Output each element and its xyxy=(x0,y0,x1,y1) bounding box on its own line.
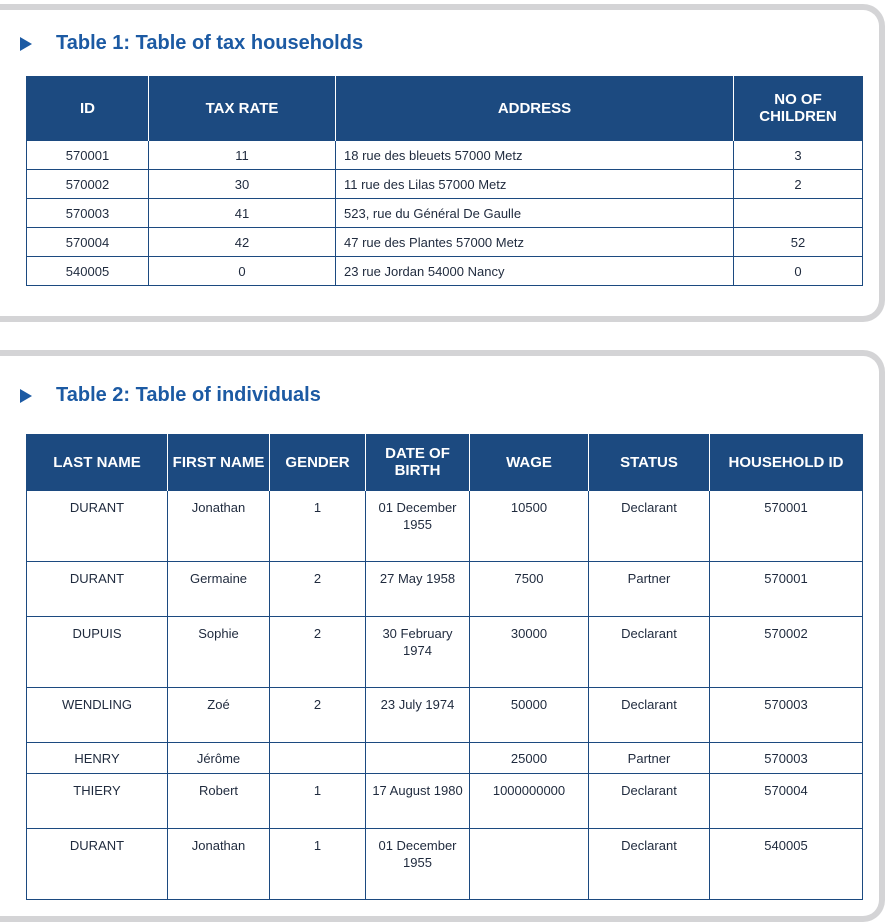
cell-tax-rate: 11 xyxy=(149,141,336,170)
cell-first-name: Jonathan xyxy=(168,491,270,562)
cell-date-of-birth xyxy=(366,743,470,774)
cell-status: Declarant xyxy=(589,829,710,900)
cell-wage: 10500 xyxy=(470,491,589,562)
cell-household-id: 570002 xyxy=(710,617,863,688)
cell-address: 47 rue des Plantes 57000 Metz xyxy=(336,228,734,257)
table-row xyxy=(27,743,863,774)
table-row xyxy=(27,688,863,743)
cell-gender: 2 xyxy=(270,562,366,617)
column-header-household-id: HOUSEHOLD ID xyxy=(710,434,863,491)
cell-first-name: Germaine xyxy=(168,562,270,617)
column-header-date-of-birth: DATE OF BIRTH xyxy=(366,434,470,491)
cell-date-of-birth: 30 February 1974 xyxy=(366,617,470,688)
table-header-row xyxy=(27,76,863,141)
cell-household-id: 570003 xyxy=(710,688,863,743)
cell-household-id: 570003 xyxy=(710,743,863,774)
cell-date-of-birth: 27 May 1958 xyxy=(366,562,470,617)
cell-status: Declarant xyxy=(589,491,710,562)
column-header-wage: WAGE xyxy=(470,434,589,491)
cell-children: 3 xyxy=(734,141,863,170)
cell-address: 18 rue des bleuets 57000 Metz xyxy=(336,141,734,170)
table2-title-text: Table 2: Table of individuals xyxy=(56,384,321,406)
cell-date-of-birth: 01 December 1955 xyxy=(366,491,470,562)
cell-tax-rate: 41 xyxy=(149,199,336,228)
cell-id: 570001 xyxy=(27,141,149,170)
cell-children: 2 xyxy=(734,170,863,199)
cell-last-name: DURANT xyxy=(27,562,168,617)
cell-first-name: Jonathan xyxy=(168,829,270,900)
cell-status: Partner xyxy=(589,743,710,774)
cell-last-name: DUPUIS xyxy=(27,617,168,688)
cell-date-of-birth: 01 December 1955 xyxy=(366,829,470,900)
cell-gender xyxy=(270,743,366,774)
table-row xyxy=(27,491,863,562)
table2-title xyxy=(20,384,321,407)
cell-gender: 2 xyxy=(270,688,366,743)
column-header-status: STATUS xyxy=(589,434,710,491)
table-row xyxy=(27,257,863,286)
tax-households-table xyxy=(26,76,863,286)
cell-id: 570002 xyxy=(27,170,149,199)
cell-id: 540005 xyxy=(27,257,149,286)
table-row xyxy=(27,774,863,829)
cell-status: Declarant xyxy=(589,774,710,829)
column-header-address: ADDRESS xyxy=(336,76,734,141)
table1-title-text: Table 1: Table of tax households xyxy=(56,32,364,54)
cell-gender: 1 xyxy=(270,829,366,900)
cell-tax-rate: 30 xyxy=(149,170,336,199)
triangle-bullet-icon xyxy=(20,37,32,51)
cell-address: 11 rue des Lilas 57000 Metz xyxy=(336,170,734,199)
cell-wage xyxy=(470,829,589,900)
cell-wage: 50000 xyxy=(470,688,589,743)
table-row xyxy=(27,199,863,228)
cell-last-name: THIERY xyxy=(27,774,168,829)
table-row xyxy=(27,170,863,199)
individuals-table xyxy=(26,434,863,900)
cell-id: 570003 xyxy=(27,199,149,228)
table-row xyxy=(27,829,863,900)
cell-children xyxy=(734,199,863,228)
cell-date-of-birth: 23 July 1974 xyxy=(366,688,470,743)
cell-wage: 1000000000 xyxy=(470,774,589,829)
cell-household-id: 570004 xyxy=(710,774,863,829)
cell-tax-rate: 0 xyxy=(149,257,336,286)
column-header-gender: GENDER xyxy=(270,434,366,491)
column-header-last-name: LAST NAME xyxy=(27,434,168,491)
cell-address: 23 rue Jordan 54000 Nancy xyxy=(336,257,734,286)
table-header-row xyxy=(27,434,863,491)
cell-gender: 1 xyxy=(270,491,366,562)
cell-household-id: 540005 xyxy=(710,829,863,900)
cell-first-name: Jérôme xyxy=(168,743,270,774)
cell-first-name: Robert xyxy=(168,774,270,829)
cell-wage: 25000 xyxy=(470,743,589,774)
cell-last-name: HENRY xyxy=(27,743,168,774)
cell-last-name: DURANT xyxy=(27,829,168,900)
cell-household-id: 570001 xyxy=(710,491,863,562)
cell-id: 570004 xyxy=(27,228,149,257)
cell-status: Partner xyxy=(589,562,710,617)
cell-tax-rate: 42 xyxy=(149,228,336,257)
cell-last-name: DURANT xyxy=(27,491,168,562)
table-row xyxy=(27,617,863,688)
cell-children: 0 xyxy=(734,257,863,286)
cell-status: Declarant xyxy=(589,617,710,688)
column-header-id: ID xyxy=(27,76,149,141)
cell-wage: 7500 xyxy=(470,562,589,617)
cell-wage: 30000 xyxy=(470,617,589,688)
table1-title xyxy=(20,32,363,55)
table-row xyxy=(27,228,863,257)
cell-children: 52 xyxy=(734,228,863,257)
cell-status: Declarant xyxy=(589,688,710,743)
triangle-bullet-icon xyxy=(20,389,32,403)
column-header-first-name: FIRST NAME xyxy=(168,434,270,491)
column-header-tax-rate: TAX RATE xyxy=(149,76,336,141)
table-row xyxy=(27,141,863,170)
table-row xyxy=(27,562,863,617)
cell-last-name: WENDLING xyxy=(27,688,168,743)
cell-gender: 1 xyxy=(270,774,366,829)
column-header-children: NO OF CHILDREN xyxy=(734,76,863,141)
cell-date-of-birth: 17 August 1980 xyxy=(366,774,470,829)
cell-address: 523, rue du Général De Gaulle xyxy=(336,199,734,228)
cell-household-id: 570001 xyxy=(710,562,863,617)
cell-gender: 2 xyxy=(270,617,366,688)
cell-first-name: Sophie xyxy=(168,617,270,688)
cell-first-name: Zoé xyxy=(168,688,270,743)
